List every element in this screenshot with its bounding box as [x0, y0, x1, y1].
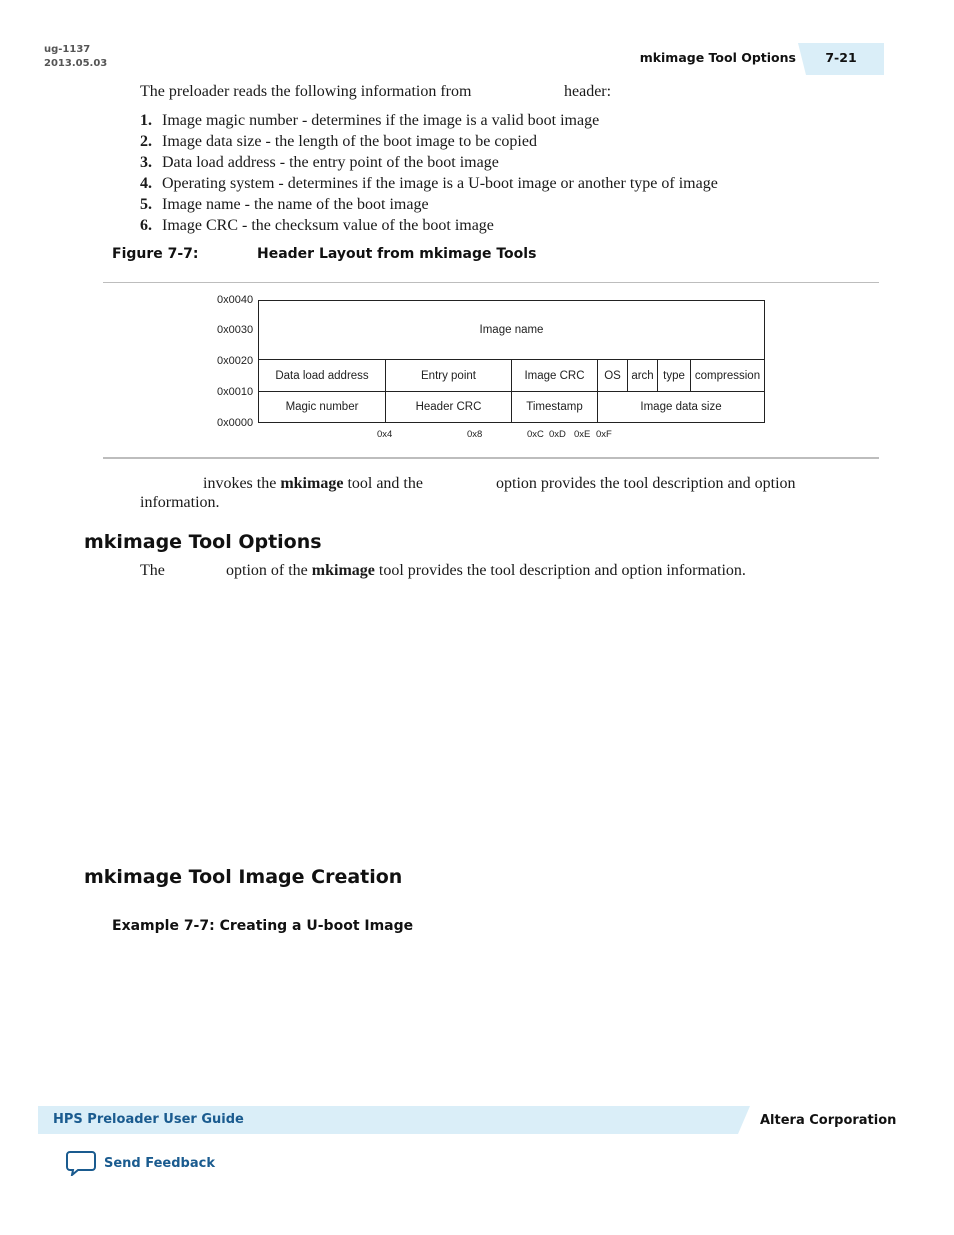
figure-caption	[112, 246, 537, 262]
example-title: Example 7-7: Creating a U-boot Image	[112, 918, 414, 934]
offset-label: 0xE	[574, 429, 591, 440]
footer-corporation: Altera Corporation	[760, 1113, 897, 1128]
header-fields-list	[140, 110, 718, 236]
cell-timestamp: Timestamp	[512, 391, 598, 422]
cell-data-load-address: Data load address	[259, 359, 386, 391]
cell-header-crc: Header CRC	[386, 391, 512, 422]
running-section-title: mkimage Tool Options	[639, 50, 796, 65]
document-meta	[44, 43, 107, 71]
offset-label: 0xD	[549, 429, 566, 440]
footer-guide-title[interactable]: HPS Preloader User Guide	[53, 1112, 244, 1127]
options-text-start: The	[140, 562, 165, 579]
list-item: 1. Image magic number - determines if the image is a valid boot image	[140, 112, 600, 129]
figure-title: Header Layout from mkimage Tools	[257, 246, 537, 262]
figure-label: Figure 7-7:	[112, 246, 199, 262]
list-item: 3. Data load address - the entry point of the boot image	[140, 154, 499, 171]
cell-image-data-size: Image data size	[598, 391, 764, 422]
invoke-paragraph-line2: information.	[140, 494, 220, 511]
cell-os: OS	[598, 359, 628, 391]
intro-text-before: The preloader reads the following information from	[140, 83, 472, 100]
list-item: 4. Operating system - determines if the image is a U-boot image or another type of image	[140, 175, 718, 192]
send-feedback-link[interactable]	[66, 1150, 215, 1176]
cell-image-name: Image name	[479, 323, 544, 336]
intro-text-after: header:	[564, 83, 612, 100]
list-item: 5. Image name - the name of the boot image	[140, 196, 429, 213]
address-label: 0x0020	[217, 355, 254, 367]
cell-arch: arch	[628, 359, 658, 391]
invoke-paragraph: invokes the mkimage tool and the	[203, 475, 423, 492]
options-paragraph: option of the mkimage tool provides the tool description and option information.	[226, 562, 746, 579]
list-item: 6. Image CRC - the checksum value of the boot image	[140, 217, 494, 234]
section-heading-options: mkimage Tool Options	[84, 531, 322, 553]
header-grid	[258, 300, 765, 423]
offset-label: 0x8	[467, 429, 483, 440]
address-label: 0x0000	[217, 417, 254, 429]
mkimage-bold: mkimage	[311, 562, 375, 579]
list-item: 2. Image data size - the length of the boot image to be copied	[140, 133, 537, 150]
section-heading-creation: mkimage Tool Image Creation	[84, 866, 403, 888]
address-label: 0x0010	[217, 386, 254, 398]
cell-type: type	[658, 359, 691, 391]
doc-id: ug-1137	[44, 44, 91, 55]
offset-label: 0xF	[596, 429, 612, 440]
offset-label: 0xC	[527, 429, 544, 440]
mkimage-bold: mkimage	[280, 475, 344, 492]
page-number: 7-21	[825, 50, 857, 65]
doc-date: 2013.05.03	[44, 58, 108, 69]
figure-top-rule	[103, 282, 879, 283]
address-label: 0x0030	[217, 324, 254, 336]
speech-bubble-icon	[66, 1150, 96, 1176]
offset-label: 0x4	[377, 429, 393, 440]
cell-image-crc: Image CRC	[512, 359, 598, 391]
figure-bottom-rule	[103, 457, 879, 459]
address-label: 0x0040	[217, 294, 254, 306]
cell-entry-point: Entry point	[386, 359, 512, 391]
intro-paragraph	[140, 81, 471, 102]
cell-magic-number: Magic number	[259, 391, 386, 422]
invoke-paragraph-cont: option provides the tool description and option	[496, 475, 796, 492]
send-feedback-label[interactable]: Send Feedback	[104, 1155, 215, 1171]
cell-compression: compression	[691, 359, 764, 391]
